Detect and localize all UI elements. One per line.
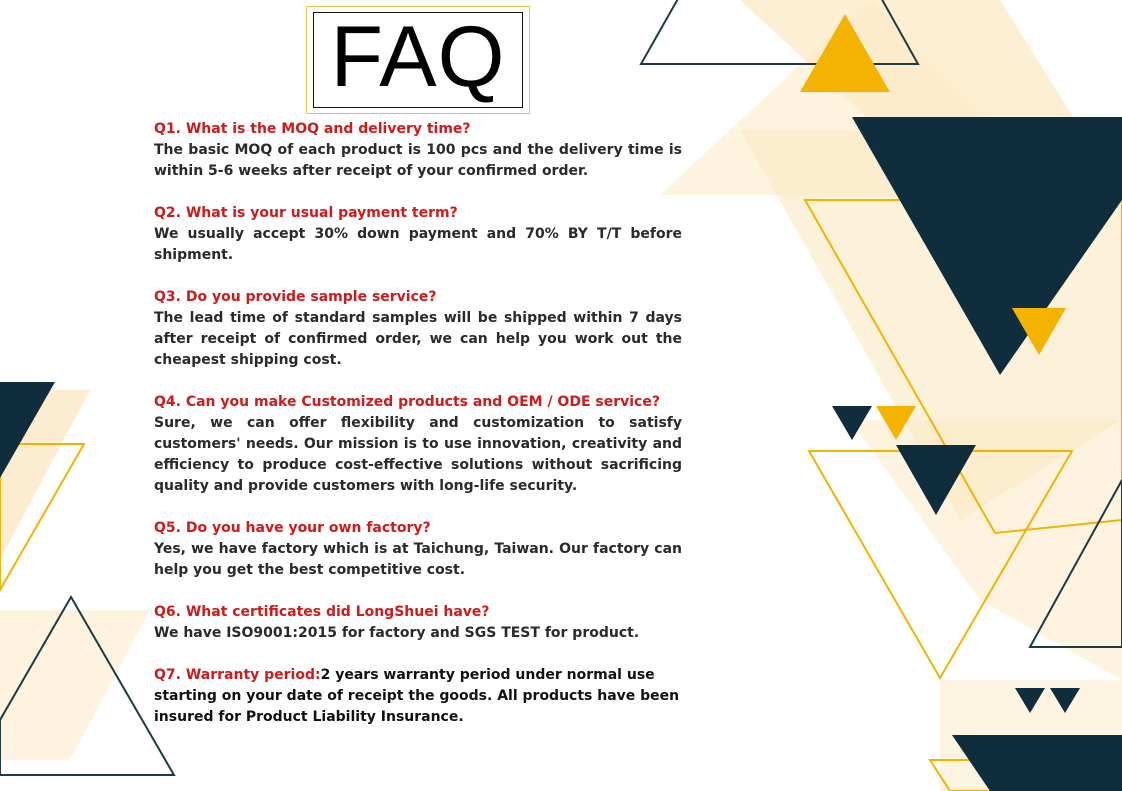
faq-list xyxy=(154,119,682,749)
faq-item xyxy=(154,518,682,581)
faq-item-warranty xyxy=(154,665,682,728)
faq-item xyxy=(154,287,682,371)
faq-question: Q5. Do you have your own factory? xyxy=(154,520,431,536)
faq-answer: The lead time of standard samples will be shipped within 7 days after receipt of confirmed order, we can help you work out the cheapest shipping cost. xyxy=(154,310,682,368)
faq-answer: The basic MOQ of each product is 100 pcs and the delivery time is within 5-6 weeks after receipt of your confirmed order. xyxy=(154,142,682,179)
page-title: FAQ xyxy=(330,9,506,105)
faq-question: Q4. Can you make Customized products and OEM / ODE service? xyxy=(154,394,660,410)
faq-item xyxy=(154,119,682,182)
faq-answer: 2 years warranty period under normal use starting on your date of receipt the goods. All products have been insured for Product Liability Insurance. xyxy=(154,667,680,725)
faq-title-frame xyxy=(306,6,530,114)
faq-answer: We have ISO9001:2015 for factory and SGS TEST for product. xyxy=(154,625,640,641)
faq-answer: Yes, we have factory which is at Taichung, Taiwan. Our factory can help you get the best competitive cost. xyxy=(154,541,682,578)
faq-question: Q7. Warranty period: xyxy=(154,667,321,683)
faq-answer: Sure, we can offer flexibility and customization to satisfy customers' needs. Our mission is to use innovation, creativity and efficiency to produce cost-effective solutions without sacrificing quality and provide customers with long-life security. xyxy=(154,415,682,494)
faq-question: Q3. Do you provide sample service? xyxy=(154,289,437,305)
faq-item xyxy=(154,203,682,266)
faq-answer: We usually accept 30% down payment and 70% BY T/T before shipment. xyxy=(154,226,682,263)
faq-item xyxy=(154,602,682,644)
faq-question: Q6. What certificates did LongShuei have? xyxy=(154,604,490,620)
faq-title-inner-frame xyxy=(313,9,523,108)
faq-question: Q2. What is your usual payment term? xyxy=(154,205,458,221)
faq-item xyxy=(154,392,682,497)
faq-question: Q1. What is the MOQ and delivery time? xyxy=(154,121,471,137)
